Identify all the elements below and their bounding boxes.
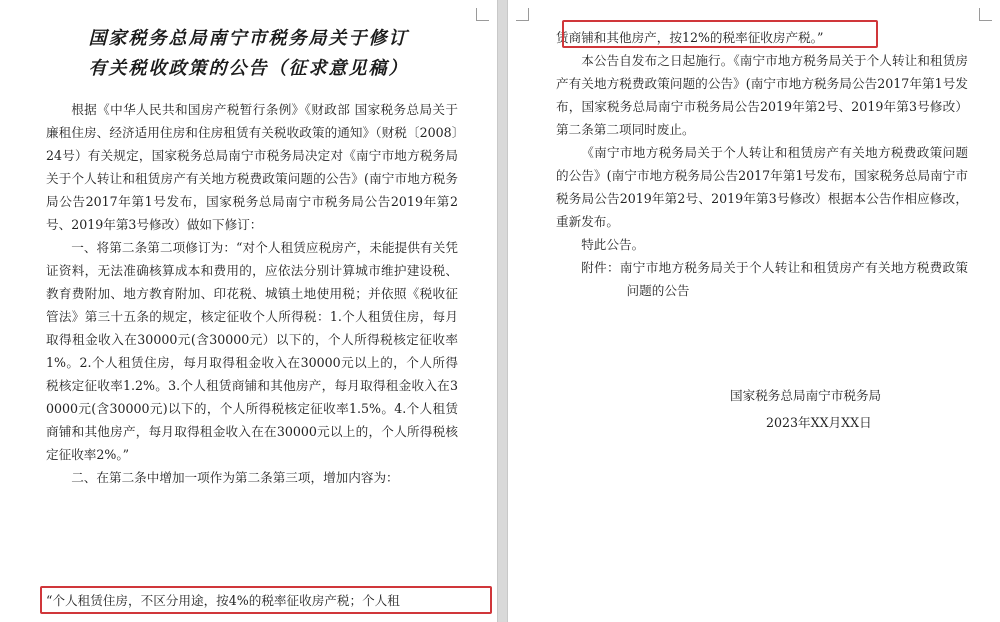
crop-mark <box>979 8 992 21</box>
highlighted-text-left: “个人租赁住房，不区分用途，按4%的税率征收房产税；个人租 <box>46 593 400 608</box>
crop-mark <box>476 8 489 21</box>
paragraph-effective-date: 本公告自发布之日起施行。《南宁市地方税务局关于个人转让和租赁房产有关地方税费政策问题的公告》(南宁市地方税务局公告2017年第1号发布，国家税务总局南宁市税务局公告2019年第2号、2019年第3号修改）第二条第二项同时废止。 <box>556 53 968 137</box>
highlight-box-right <box>562 20 878 48</box>
document-page-left <box>0 0 497 622</box>
document-title-line-2: 有关税收政策的公告（征求意见稿） <box>88 58 409 79</box>
document-title-line-1: 国家税务总局南宁市税务局关于修订 <box>88 28 409 49</box>
paragraph-preamble: 根据《中华人民共和国房产税暂行条例》《财政部 国家税务总局关于廉租住房、经济适用住房和住房租赁有关税收政策的通知》（财税〔2008〕24号）有关规定，国家税务总局南宁市税务局决定对《南宁市地方税务局关于个人转让和租赁房产有关地方税费政策问题的公告》(南宁市地方税务局公告2017年第1号发布，国家税务总局南宁市税务局公告2019年第2号、2019年第3号修改）做如下修订： <box>46 102 458 232</box>
right-page-body <box>556 26 968 302</box>
left-page-body <box>46 98 458 489</box>
paragraph-republish: 《南宁市地方税务局关于个人转让和租赁房产有关地方税费政策问题的公告》(南宁市地方税务局公告2017年第1号发布，国家税务总局南宁市税务局公告2019年第2号、2019年第3号修改）根据本公告作相应修改，重新发布。 <box>556 145 968 229</box>
signature-organization: 国家税务总局南宁市税务局 <box>730 388 882 403</box>
highlight-box-left <box>40 586 492 614</box>
paragraph-closing: 特此公告。 <box>581 237 645 252</box>
document-page-right <box>508 0 1000 622</box>
highlighted-text-right: 赁商铺和其他房产，按12%的税率征收房产税。” <box>556 30 824 45</box>
paragraph-item-one: 一、将第二条第二项修订为：“对个人租赁应税房产，未能提供有关凭证资料，无法准确核算成本和费用的，应依法分别计算城市维护建设税、教育费附加、地方教育附加、印花税、城镇土地使用税；并依照《税收征管法》第三十五条的规定，核定征收个人所得税：1.个人租赁住房，每月取得租金收入在30000元(含30000元）以下的，个人所得税核定征收率1%。2.个人租赁住房，每月取得租金收入在30000元以上的，个人所得税核定征收率1.2%。3.个人租赁商铺和其他房产，每月取得租金收入在30000元(含30000元)以下的，个人所得税核定征收率1.5%。4.个人租赁商铺和其他房产，每月取得租金收入在在30000元以上的，个人所得税核定征收率2%。” <box>46 240 458 462</box>
paragraph-item-two: 二、在第二条中增加一项作为第二条第三项，增加内容为： <box>71 470 399 485</box>
signature-date: 2023年XX月XX日 <box>766 415 872 430</box>
crop-mark <box>516 8 529 21</box>
attachment-note: 附件：南宁市地方税务局关于个人转让和租赁房产有关地方税费政策问题的公告 <box>581 260 968 298</box>
